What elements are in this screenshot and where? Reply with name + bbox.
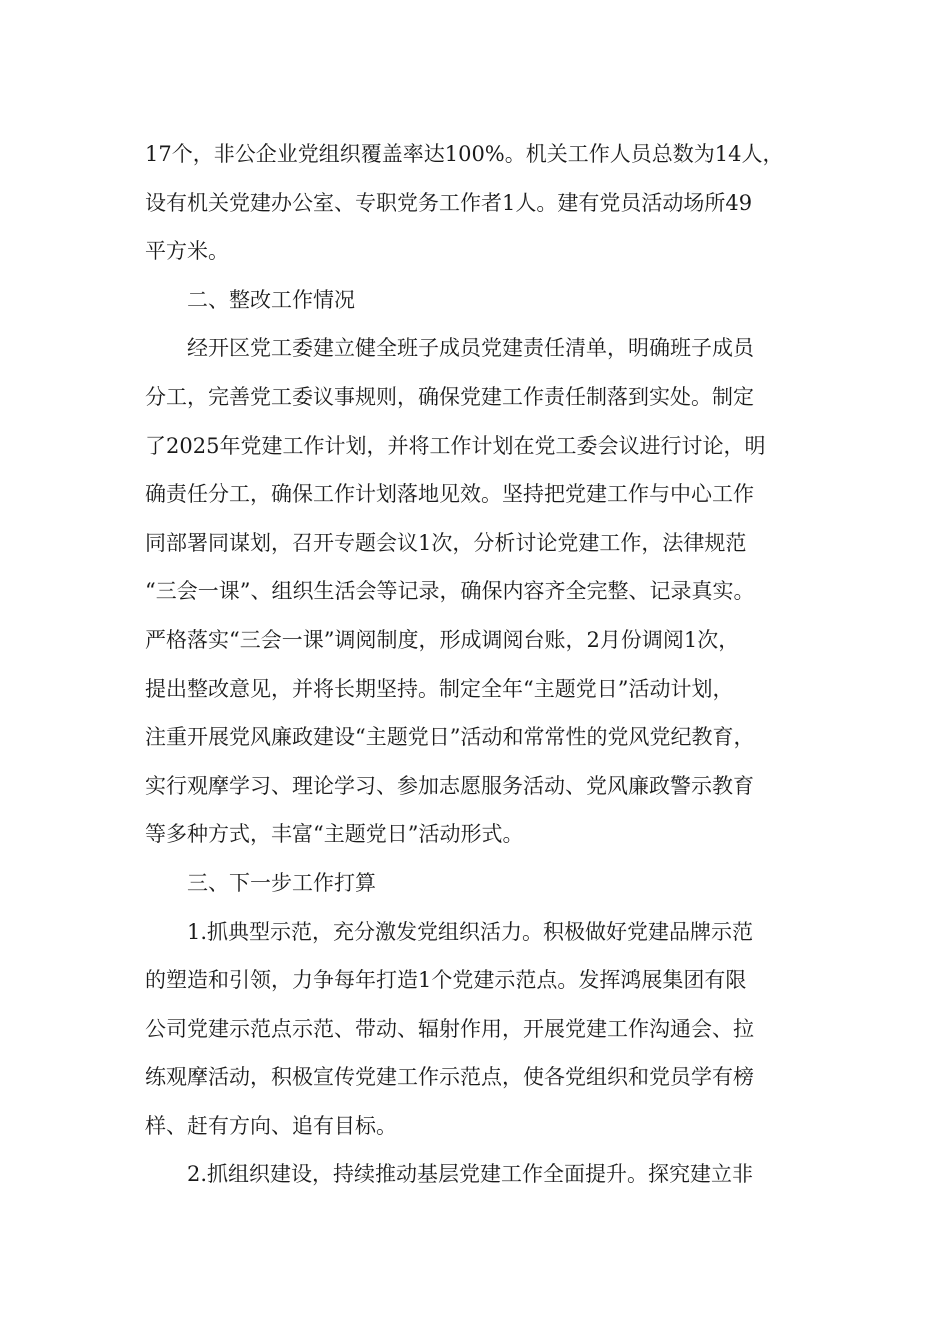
text-line: 17个，非公企业党组织覆盖率达100%。机关工作人员总数为14人，	[145, 142, 784, 166]
text-line: 平方米。	[145, 239, 229, 264]
text-line: 公司党建示范点示范、带动、辐射作用，开展党建工作沟通会、拉	[145, 1016, 754, 1041]
section-heading: 二、整改工作情况	[187, 287, 355, 312]
text-line: 1.抓典型示范，充分激发党组织活力。积极做好党建品牌示范	[187, 919, 754, 944]
document-body	[145, 130, 825, 1199]
text-line: 经开区党工委建立健全班子成员党建责任清单，明确班子成员	[187, 336, 754, 361]
text-line: 分工，完善党工委议事规则，确保党建工作责任制落到实处。制定	[145, 384, 754, 409]
text-line: “三会一课”、组织生活会等记录，确保内容齐全完整、记录真实。	[145, 579, 755, 604]
text-line: 的塑造和引领，力争每年打造1个党建示范点。发挥鸿展集团有限	[145, 968, 747, 993]
text-line: 严格落实“三会一课”调阅制度，形成调阅台账，2月份调阅1次，	[145, 627, 740, 652]
text-line: 练观摩活动，积极宣传党建工作示范点，使各党组织和党员学有榜	[145, 1065, 754, 1090]
text-line: 提出整改意见，并将长期坚持。制定全年“主题党日”活动计划，	[145, 676, 734, 701]
text-line: 等多种方式，丰富“主题党日”活动形式。	[145, 822, 524, 847]
text-line: 2.抓组织建设，持续推动基层党建工作全面提升。探究建立非	[187, 1162, 754, 1187]
text-line: 同部署同谋划，召开专题会议1次，分析讨论党建工作，法律规范	[145, 530, 747, 555]
text-line: 实行观摩学习、理论学习、参加志愿服务活动、党风廉政警示教育	[145, 773, 754, 798]
text-line: 了2025年党建工作计划，并将工作计划在党工委会议进行讨论，明	[145, 433, 766, 458]
text-line: 设有机关党建办公室、专职党务工作者1人。建有党员活动场所49	[145, 190, 753, 215]
text-line: 确责任分工，确保工作计划落地见效。坚持把党建工作与中心工作	[145, 482, 754, 507]
text-line: 样、赶有方向、追有目标。	[145, 1113, 397, 1138]
text-line: 注重开展党风廉政建设“主题党日”活动和常常性的党风党纪教育，	[145, 725, 755, 750]
section-heading: 三、下一步工作打算	[187, 870, 376, 895]
